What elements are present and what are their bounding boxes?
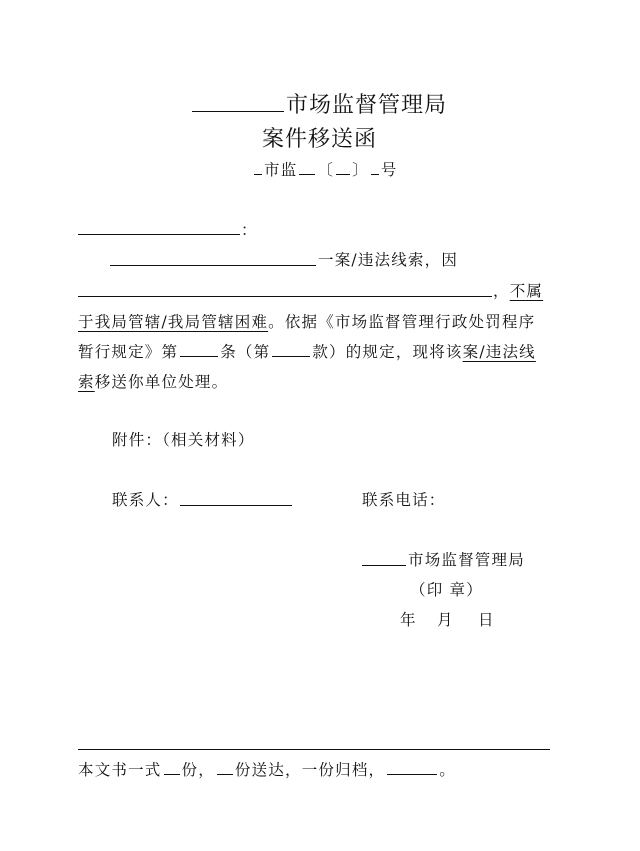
org-suffix: 市场监督管理局 [286,93,448,118]
date-month: 月 [437,611,454,629]
case-name-blank[interactable] [110,265,316,266]
attachment-label: 附件：（相关材料） [112,431,255,449]
copies-total-blank[interactable] [164,773,180,775]
seal-label: （印 章） [410,581,483,599]
case-or-clue-option: 案/违法线 [462,343,536,361]
copies-text: 本文书一式 [78,761,162,779]
legal-basis: 。依据《市场监督管理行政处罚程序 [268,313,536,331]
signature-org-blank[interactable] [362,565,406,566]
footer-divider [78,749,550,750]
transfer-text: 款）的规定，现将该 [312,343,463,361]
case-text: 一案/违法线索，因 [318,251,459,269]
document-number [252,158,398,180]
reason-blank[interactable] [78,296,492,297]
delivery-text: 份送达，一份归档， [234,761,386,779]
clause-ref: 条（第 [220,343,271,361]
reason-comma: ， [493,282,510,300]
document-title: 案件移送函 [262,127,378,152]
contact-person-label: 联系人： [112,491,179,509]
reason-tail [493,279,543,301]
copies-unit: 份， [181,761,215,779]
copies-delivered-blank[interactable] [217,773,233,775]
jurisdiction-option-1: 不属 [509,282,544,300]
signature-org: 市场监督管理局 [408,551,525,569]
footer-period: 。 [439,761,456,779]
doc-no-close: 〕 [352,161,369,179]
doc-no-blank-3[interactable] [336,173,350,175]
doc-no-blank-4[interactable] [371,173,379,175]
jurisdiction-option-2: 于我局管辖/我局管辖困难 [78,313,269,331]
clue-suffix: 索 [78,373,95,391]
body-line-6 [78,370,228,392]
contact-person-blank[interactable] [180,505,292,506]
recipient-blank[interactable] [78,234,240,235]
transfer-closing: 移送你单位处理。 [94,373,229,391]
contact-phone-label: 联系电话： [362,491,446,509]
footer-note [78,758,456,780]
doc-no-blank-2[interactable] [299,173,315,175]
body-line-5 [78,340,536,362]
doc-no-open: 〔 [317,161,335,179]
header-line [190,88,447,119]
org-blank[interactable] [192,110,284,112]
date-year: 年 [400,611,417,629]
body-line-4 [78,310,535,332]
regulation-ref: 暂行规定》第 [78,343,179,361]
doc-no-suffix: 号 [380,161,398,179]
doc-no-blank-1[interactable] [254,173,262,175]
doc-no-prefix: 市监 [264,161,298,179]
archive-blank[interactable] [387,773,437,775]
recipient-colon: ： [241,221,258,239]
paragraph-blank[interactable] [272,355,310,357]
date-day: 日 [478,611,495,629]
article-blank[interactable] [180,355,218,357]
